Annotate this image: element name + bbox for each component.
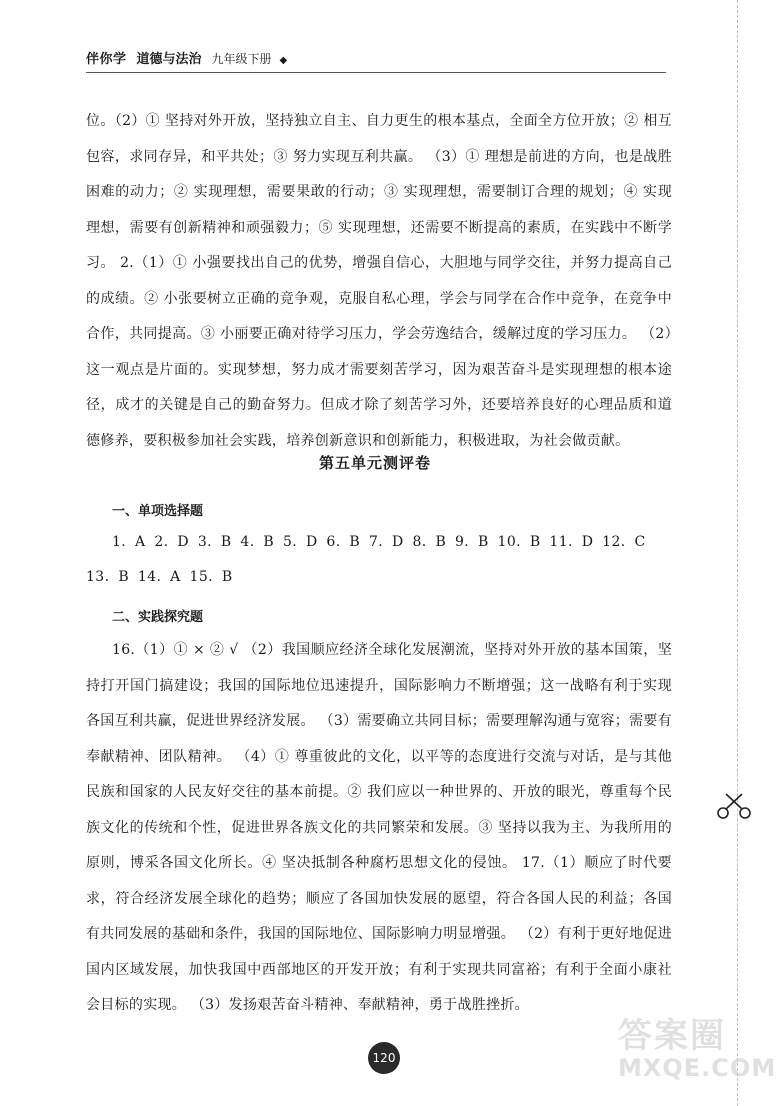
header-divider <box>86 72 666 73</box>
body-paragraph: 位。（2）① 坚持对外开放，坚持独立自主、自力更生的根本基点，全面全方位开放；② 相互包容，求同存异，和平共处；③ 努力实现互利共赢。 （3）① 理想是前进的方向，也是战胜困难的动力；② 实现理想，需要果敢的行动；③ 实现理想，需要制订合理的规划；④ 实现理想，需要有创新精神和顽强毅力；⑤ 实现理想，还需要不断提高的素质，在实践中不断学习。 2.（1）① 小强要找出自己的优势，增强自信心，大胆地与同学交往，并努力提高自己的成绩。② 小张要树立正确的竞争观，克服自私心理，学会与同学在合作中竞争，在竞争中合作，共同提高。③ 小丽要正确对待学习压力，学会劳逸结合，缓解过度的学习压力。 （2）这一观点是片面的。实现梦想，努力成才需要刻苦学习，因为艰苦奋斗是实现理想的根本途径，成才的关键是自己的勤奋努力。但成才除了刻苦学习外，还要培养良好的心理品质和道德修养，要积极参加社会实践，培养创新意识和创新能力，积极进取，为社会做贡献。 <box>86 113 672 449</box>
subject-name: 道德与法治 <box>136 52 202 67</box>
page-number: 120 <box>368 1042 400 1074</box>
watermark-logo <box>606 1004 776 1100</box>
series-brand: 伴你学 <box>86 52 127 67</box>
cut-line <box>737 0 738 1106</box>
running-header <box>86 48 287 72</box>
answer-block-bottom <box>86 633 672 1024</box>
section-title: 第五单元测评卷 <box>318 454 431 472</box>
part1-heading: 一、单项选择题 <box>112 504 204 519</box>
watermark-title: 答案圈 <box>618 1016 726 1056</box>
grade-label: 九年级下册 <box>211 52 272 66</box>
scissors-icon <box>716 792 752 820</box>
diamond-icon: ◆ <box>279 55 288 66</box>
practice-paragraph: 16.（1）① × ② √ （2）我国顺应经济全球化发展潮流，坚持对外开放的基本国策，坚持打开国门搞建设；我国的国际地位迅速提升，国际影响力不断增强；这一战略有利于实现各国互利共赢，促进世界经济发展。 （3）需要确立共同目标；需要理解沟通与宽容；需要有奉献精神、团队精神。 （4）① 尊重彼此的文化，以平等的态度进行交流与对话，是与其他民族和国家的人民友好交往的基本前提。② 我们应以一种世界的、开放的眼光，尊重每个民族文化的传统和个性，促进世界各族文化的共同繁荣和发展。③ 坚持以我为主、为我所用的原则，博采各国文化所长。④ 坚决抵制各种腐朽思想文化的侵蚀。 17.（1）顺应了时代要求，符合经济发展全球化的趋势；顺应了各国加快发展的愿望，符合各国人民的利益；各国有共同发展的基础和条件，我国的国际地位、国际影响力明显增强。 （2）有利于更好地促进国内区域发展，加快我国中西部地区的开发开放；有利于实现共同富裕；有利于全面小康社会目标的实现。 （3）发扬艰苦奋斗精神、奉献精神，勇于战胜挫折。 <box>86 642 672 1013</box>
watermark-url: MXQE.COM <box>618 1054 776 1082</box>
part2-heading: 二、实践探究题 <box>112 610 204 625</box>
answer-block-top <box>86 104 672 459</box>
choice-answers: 1. A 2. D 3. B 4. B 5. D 6. B 7. D 8. B 9. B 10. B 11. D 12. C 13. B 14. A 15. B <box>86 534 646 585</box>
